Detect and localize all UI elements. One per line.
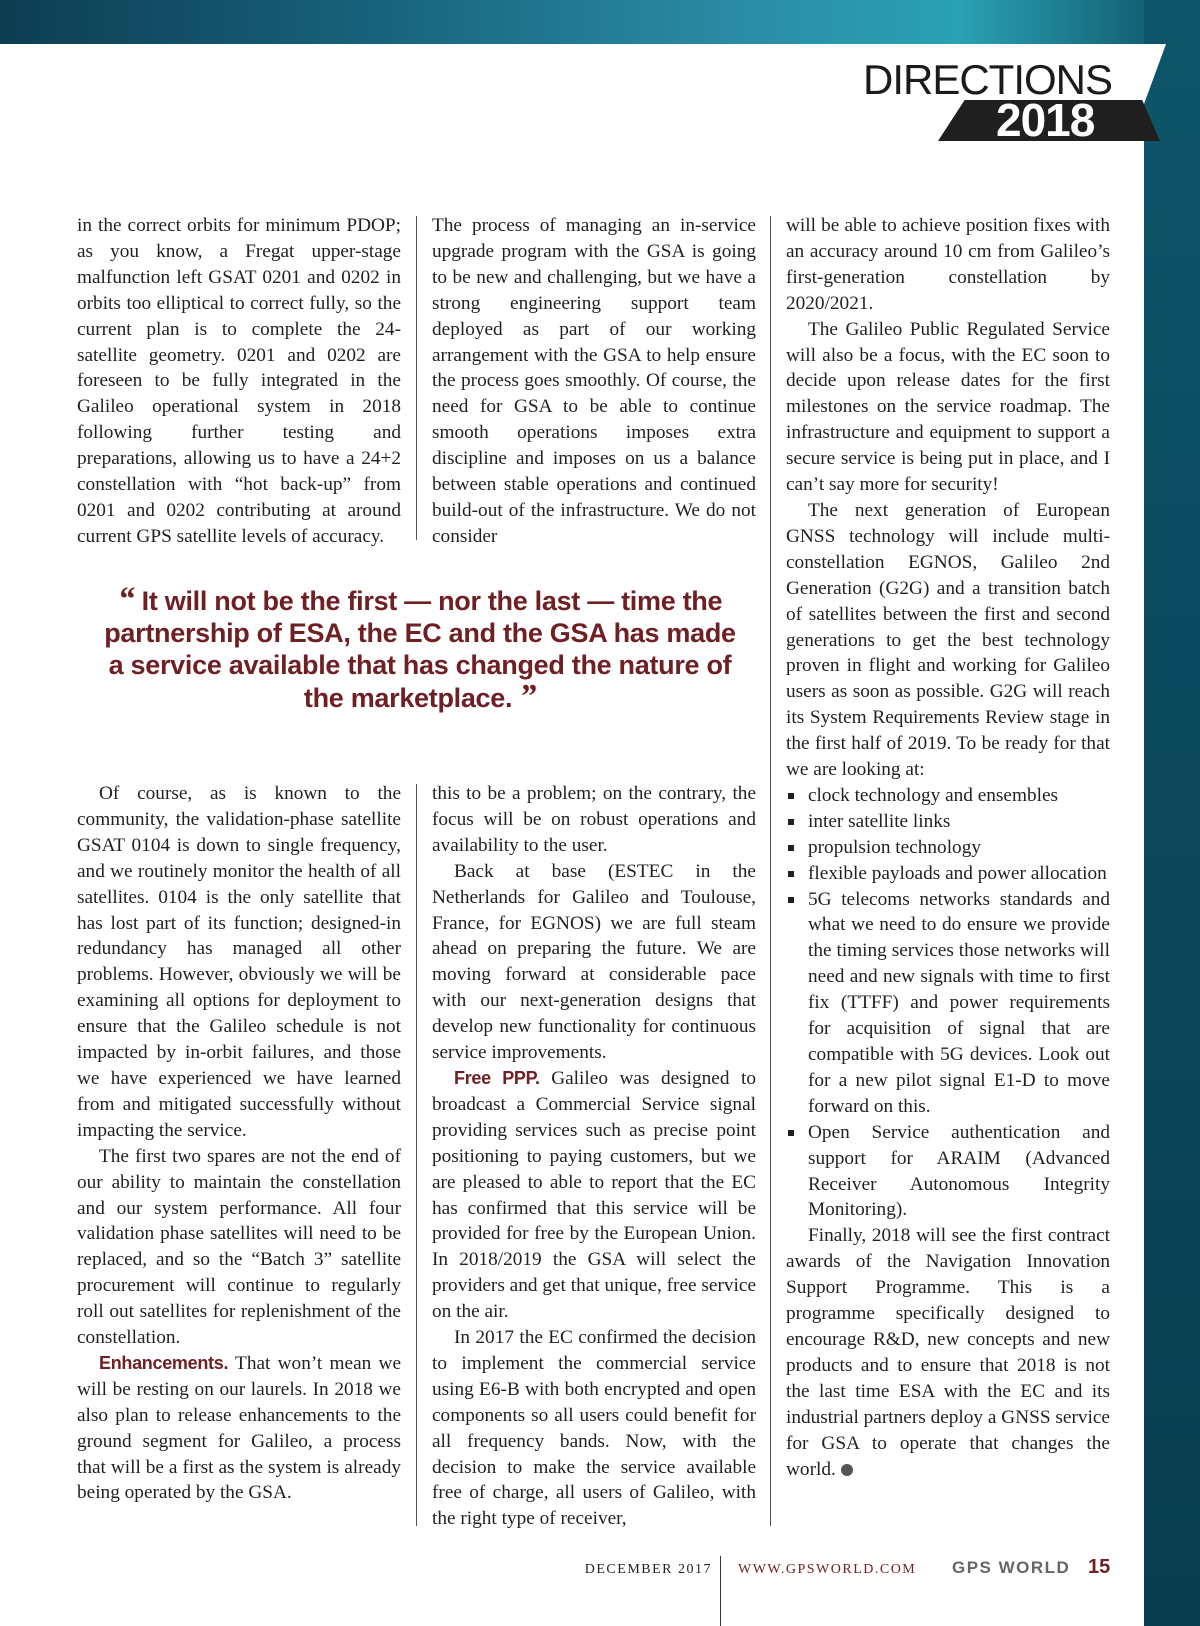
footer-divider [720,1556,721,1626]
list-item: clock technology and ensembles [786,783,1110,809]
column-divider [416,216,417,540]
page-number: 15 [1088,1556,1111,1578]
paragraph-text: That won’t mean we will be resting on our laurels. In 2018 we also plan to release enhancements to the ground segment for Galileo, a process that will be a first as the system is already being operated by the GSA. [77,1352,401,1504]
list-item: inter satellite links [786,809,1110,835]
bullet-list [786,783,1110,1223]
masthead-year: 2018 [996,94,1095,146]
close-quote-icon: ” [519,678,537,715]
run-in-heading: Enhancements. [99,1352,229,1373]
paragraph: The Galileo Public Regulated Service will also be a focus, with the EC soon to decide upon release dates for the first milestones on the service roadmap. The infrastructure and equipment to support a secure service is being put in place, and I can’t say more for security! [786,318,1110,496]
right-color-band [1144,0,1200,1626]
column-3 [786,213,1110,1482]
list-item: flexible payloads and power allocation [786,861,1110,887]
paragraph: this to be a problem; on the contrary, the focus will be on robust operations and availability to the user. [432,783,756,856]
paragraph: in the correct orbits for minimum PDOP; as you know, a Fregat upper-stage malfunction left GSAT 0201 and 0202 in orbits too elliptical to correct fully, so the current plan is to complete the 24-satellite geometry. 0201 and 0202 are foreseen to be fully integrated in the Galileo operational system in 2018 following further testing and preparations, allowing us to have a 24+2 constellation with “hot back-up” from 0201 and 0202 contributing at around current GPS satellite levels of accuracy. [77,215,401,547]
column-1-top [77,213,401,550]
paragraph: In 2017 the EC confirmed the decision to implement the commercial service using E6-B with both encrypted and open components so all users could benefit for all frequency bands. Now, with the decision to make the service available free of charge, all users of Galileo, with the right type of receiver, [432,1327,756,1530]
column-2-bottom [432,781,756,1532]
list-item: Open Service authentication and support for ARAIM (Advanced Receiver Autonomous Integrity Monitoring). [786,1120,1110,1224]
column-divider [770,216,771,1526]
pull-quote-text: It will not be the first — nor the last — time the partnership of ESA, the EC and the GSA has made a service available that has changed the nature of the marketplace. [104,586,736,713]
open-quote-icon: “ [117,581,135,618]
paragraph-text: Finally, 2018 will see the first contract awards of the Navigation Innovation Support Programme. This is a programme specifically designed to encourage R&D, new concepts and new products and to ensure that 2018 is not the last time ESA with the EC and its industrial partners deploy a GNSS service for GSA to operate that changes the world. [786,1225,1110,1480]
footer-magazine: GPS WORLD [952,1558,1071,1577]
list-item: 5G telecoms networks standards and what we need to do ensure we provide the timing services those networks will need and new signals with time to first fix (TTFF) and power requirements for acquisition of signal that are compatible with 5G devices. Look out for a new pilot signal E1-D to move forward on this. [786,887,1110,1120]
top-color-band [0,0,1200,44]
paragraph [432,1066,756,1325]
footer-date: DECEMBER 2017 [584,1562,712,1577]
paragraph: The process of managing an in-service upgrade program with the GSA is going to be new and challenging, but we have a strong engineering support team deployed as part of our working arrangement with the GSA to help ensure the process goes smoothly. Of course, the need for GSA to be able to continue smooth operations imposes extra discipline and imposes on us a balance between stable operations and continued build-out of the infrastructure. We do not consider [432,215,756,547]
end-mark-icon [841,1464,853,1476]
paragraph [77,1351,401,1506]
paragraph: will be able to achieve position fixes with an accuracy around 10 cm from Galileo’s first-generation constellation by 2020/2021. [786,215,1110,314]
paragraph: Of course, as is known to the community, the validation-phase satellite GSAT 0104 is down to single frequency, and we routinely monitor the health of all satellites. 0104 is the only satellite that has lost part of its function; designed-in redundancy has managed all other problems. However, obviously we will be examining all options for deployment to ensure that the Galileo schedule is not impacted by in-orbit failures, and those we have experienced we have learned from and mitigated successfully without impacting the service. [77,783,401,1141]
paragraph: The first two spares are not the end of our ability to maintain the constellation and our system performance. All four validation phase satellites will need to be replaced, and so the “Batch 3” satellite procurement will continue to regularly roll out satellites for replenishment of the constellation. [77,1145,401,1349]
run-in-heading: Free PPP. [454,1067,540,1088]
column-divider [416,784,417,1526]
paragraph-text: Galileo was designed to broadcast a Commercial Service signal providing services such as precise point positioning to paying customers, but we are pleased to able to report that the EC has confirmed that this service will be provided for free by the European Union. In 2018/2019 the GSA will select the providers and get that unique, free service on the air. [432,1067,756,1323]
footer-url[interactable]: WWW.GPSWORLD.COM [738,1562,917,1577]
paragraph [786,1223,1110,1482]
paragraph: The next generation of European GNSS technology will include multi-constellation EGNOS, Galileo 2nd Generation (G2G) and a transition batch of satellites between the first and second generations to get the best technology proven in flight and working for Galileo users as soon as possible. G2G will reach its System Requirements Review stage in the first half of 2019. To be ready for that we are looking at: [786,499,1110,781]
list-item: propulsion technology [786,835,1110,861]
pull-quote [100,581,740,715]
masthead-word: DIRECTIONS [863,56,1113,103]
column-2-top [432,213,756,550]
column-1-bottom [77,781,401,1506]
paragraph: Back at base (ESTEC in the Netherlands for Galileo and Toulouse, France, for EGNOS) we are full steam ahead on preparing the future. We are moving forward at considerable pace with our next-generation designs that develop new functionality for continuous service improvements. [432,860,756,1064]
section-masthead [860,55,1160,145]
